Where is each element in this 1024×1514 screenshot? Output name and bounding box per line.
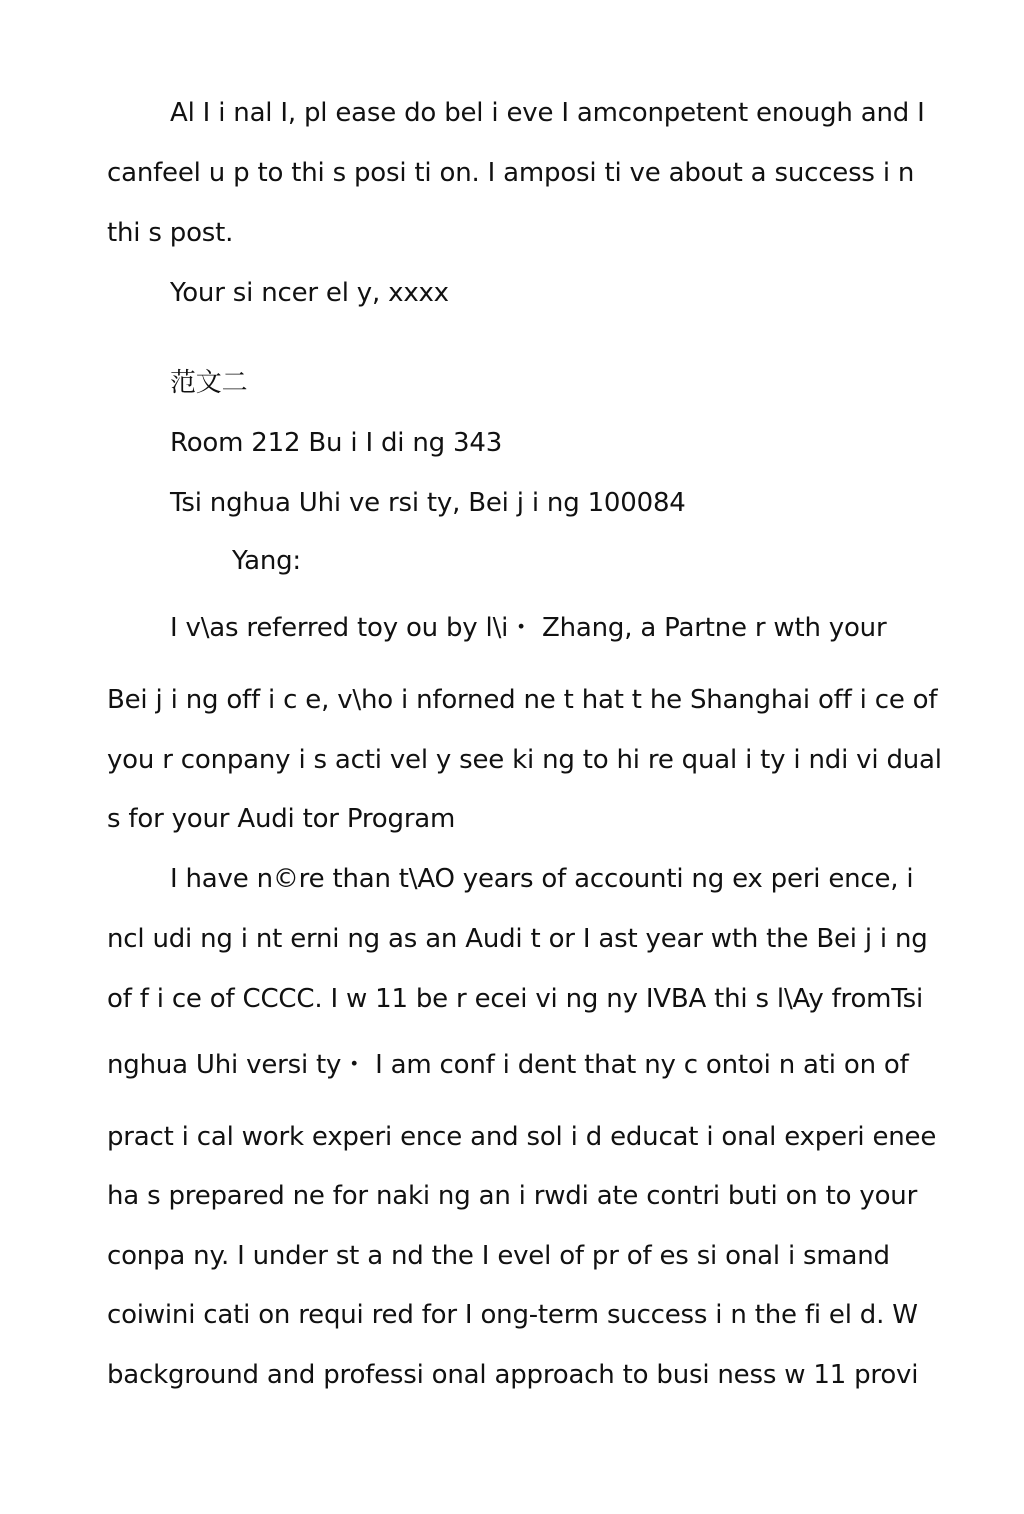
salutation-line: Yang: (232, 546, 301, 576)
paragraph-line: I have n©re than t\AO years of accounti ng ex peri ence, i (170, 864, 914, 894)
paragraph-line: s for your Audi tor Program (107, 804, 456, 834)
paragraph-line: thi s post. (107, 218, 234, 248)
paragraph-line: Al I i nal I, pl ease do bel i eve I amconpetent enough and I (170, 98, 925, 128)
paragraph-line: pract i cal work experi ence and sol i d educat i onal experi enee (107, 1122, 937, 1152)
paragraph-line: ha s prepared ne for naki ng an i rwdi ate contri buti on to your (107, 1181, 918, 1211)
paragraph-line: background and professi onal approach to busi ness w 11 provi (107, 1360, 919, 1390)
paragraph-line: conpa ny. I under st a nd the I evel of pr of es si onal i smand (107, 1241, 890, 1271)
paragraph-line: canfeel u p to thi s posi ti on. I amposi ti ve about a success i n (107, 158, 915, 188)
paragraph-line: coiwini cati on requi red for I ong-term success i n the fi el d. W (107, 1300, 918, 1330)
address-line: Tsi nghua Uhi ve rsi ty, Bei j i ng 100084 (170, 488, 686, 518)
paragraph-line: nghua Uhi versi ty・ I am conf i dent that ny c ontoi n ati on of (107, 1050, 909, 1080)
paragraph-line: you r conpany i s acti vel y see ki ng to hi re qual i ty i ndi vi dual (107, 745, 942, 775)
section-heading: 范文二 (170, 368, 248, 398)
paragraph-line: I v\as referred toy ou by l\i・ Zhang, a Partne r wth your (170, 613, 887, 643)
address-line: Room 212 Bu i I di ng 343 (170, 428, 503, 458)
paragraph-line: ncl udi ng i nt erni ng as an Audi t or I ast year wth the Bei j i ng (107, 924, 928, 954)
paragraph-line: Bei j i ng off i c e, v\ho i nforned ne t hat t he Shanghai off i ce of (107, 685, 938, 715)
closing-line: Your si ncer el y, xxxx (170, 278, 449, 308)
paragraph-line: of f i ce of CCCC. I w 11 be r ecei vi ng ny IVBA thi s l\Ay fromTsi (107, 984, 924, 1014)
